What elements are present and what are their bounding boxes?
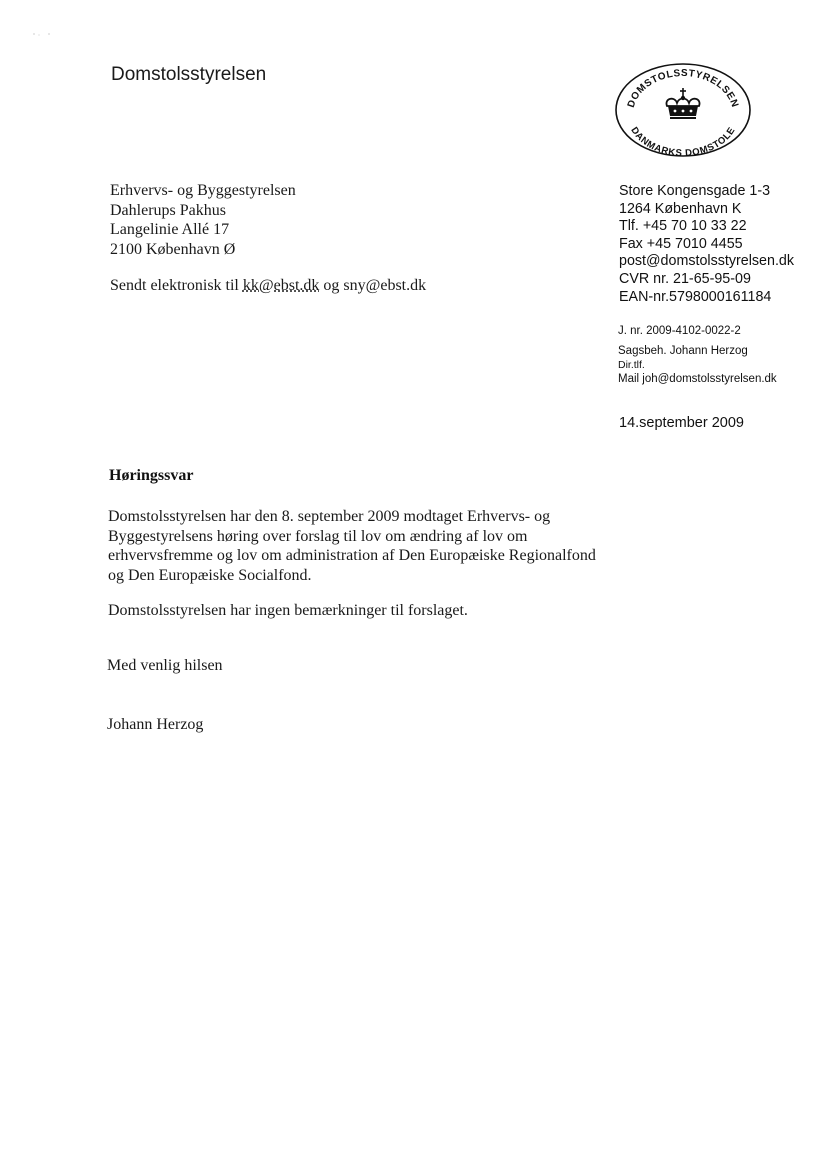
journal-number: J. nr. 2009-4102-0022-2	[618, 325, 741, 337]
recipient-line: Langelinie Allé 17	[110, 221, 230, 238]
letter-date: 14.september 2009	[619, 415, 744, 431]
signer-name: Johann Herzog	[107, 716, 204, 733]
sent-prefix: Sendt elektronisk til	[110, 277, 243, 294]
contact-ean: EAN-nr.5798000161184	[619, 288, 772, 305]
contact-email[interactable]: post@domstolsstyrelsen.dk	[619, 253, 795, 270]
contact-cvr: CVR nr. 21-65-95-09	[619, 270, 751, 287]
contact-fax: Fax +45 7010 4455	[619, 235, 743, 252]
contact-city: 1264 København K	[619, 200, 742, 217]
contact-phone: Tlf. +45 70 10 33 22	[619, 218, 747, 235]
recipient-line: Erhvervs- og Byggestyrelsen	[110, 182, 296, 199]
contact-block	[619, 183, 794, 306]
court-seal-icon	[614, 62, 752, 158]
letter-heading: Høringssvar	[109, 467, 194, 484]
recipient-line: 2100 København Ø	[110, 240, 236, 258]
email-link-kk[interactable]: kk@ebst.dk	[242, 277, 320, 294]
crown-icon	[666, 88, 699, 118]
sender-name: Domstolsstyrelsen	[111, 64, 267, 85]
email-link-sny[interactable]: sny@ebst.dk	[343, 277, 427, 294]
seal-top-text: DOMSTOLSSTYRELSEN	[625, 67, 741, 110]
body-paragraph	[108, 507, 628, 585]
scan-specks	[30, 30, 54, 38]
recipient-line: Dahlerups Pakhus	[110, 201, 226, 219]
body-line: Byggestyrelsens høring over forslag til lov om ændring af lov om	[108, 527, 528, 545]
sent-conjunction: og	[319, 277, 344, 294]
body-line: og Den Europæiske Socialfond.	[108, 566, 312, 584]
body-line: Domstolsstyrelsen har den 8. september 2009 modtaget Erhvervs- og	[108, 508, 551, 525]
contact-street: Store Kongensgade 1-3	[619, 183, 771, 199]
recipient-address	[110, 181, 296, 259]
remark-paragraph: Domstolsstyrelsen har ingen bemærkninger til forslaget.	[108, 602, 468, 619]
handler-mail[interactable]: Mail joh@domstolsstyrelsen.dk	[618, 373, 777, 385]
case-info	[618, 324, 777, 387]
sent-electronically-line	[110, 277, 426, 295]
direct-phone: Dir.tlf.	[618, 359, 645, 371]
seal-bottom-text: DANMARKS DOMSTOLE	[628, 125, 738, 158]
closing-greeting: Med venlig hilsen	[107, 657, 223, 674]
case-handler: Sagsbeh. Johann Herzog	[618, 345, 748, 357]
body-line: erhvervsfremme og lov om administration af Den Europæiske Regionalfond	[108, 547, 596, 564]
svg-text:DANMARKS DOMSTOLE	[628, 125, 737, 158]
